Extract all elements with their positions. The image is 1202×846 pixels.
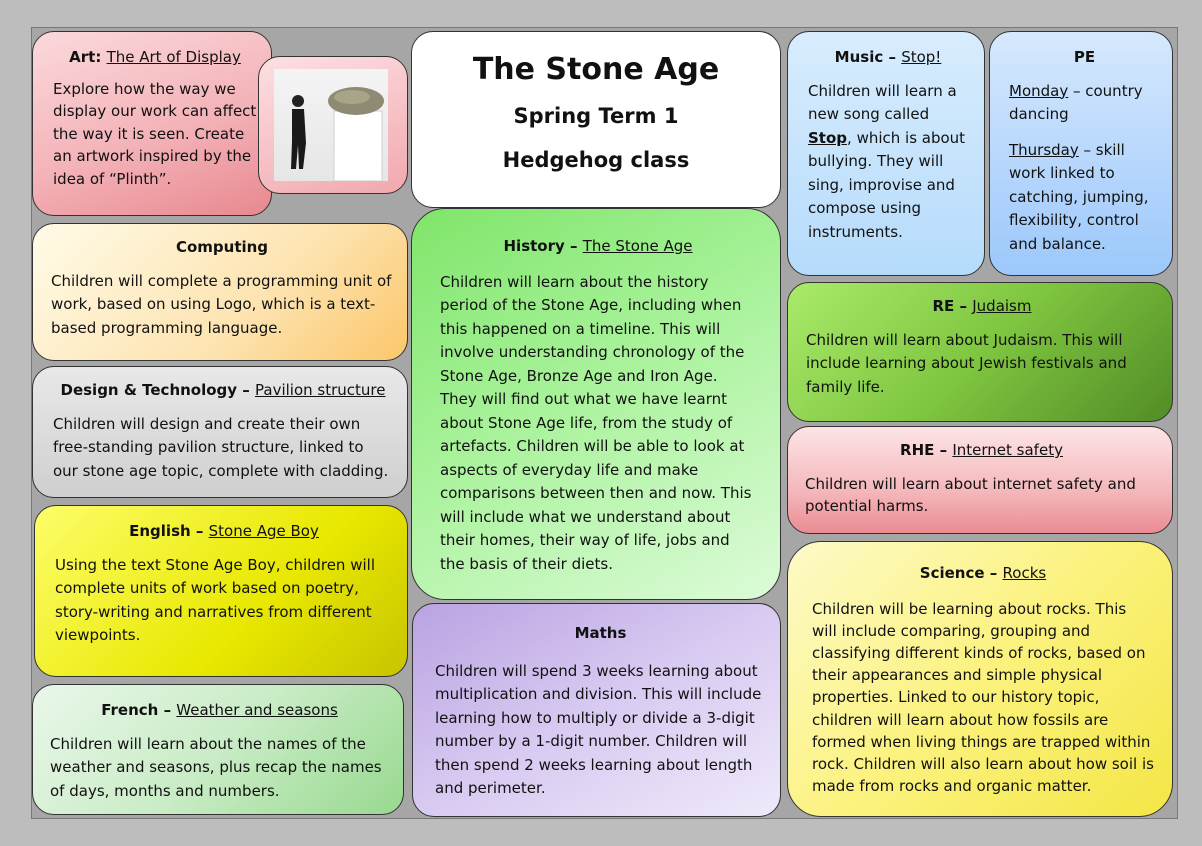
pe-subject: PE <box>1073 48 1096 66</box>
re-text: Children will learn about Judaism. This will include learning about Jewish festivals and family life. <box>806 330 1127 396</box>
rhe-box: RHE – Internet safety Children will learn about internet safety and potential harms. <box>787 426 1173 534</box>
art-topic: The Art of Display <box>106 48 241 66</box>
english-subject: English <box>129 522 191 540</box>
science-text: Children will be learning about rocks. This will include comparing, grouping and classifying different kinds of rocks, based on their appearances and simple physical properties. Linked to our history topic, children will learn about how fossils are formed when living things are trapped within rock. Children will also learn about how soil is made from rocks and organic matter. <box>812 599 1154 796</box>
computing-text: Children will complete a programming unit of work, based on using Logo, which is a text-based programming language. <box>51 271 392 337</box>
french-subject: French <box>101 701 159 719</box>
science-subject: Science <box>919 564 985 582</box>
title-box <box>411 31 781 208</box>
art-text: Explore how the way we display our work can affect the way it is seen. Create an artwork inspired by the idea of “Plinth”. <box>53 79 257 188</box>
dt-subject: Design & Technology <box>60 381 238 399</box>
french-topic: Weather and seasons <box>176 701 338 719</box>
rhe-topic: Internet safety <box>952 441 1063 459</box>
pe-thursday: Thursday – skill work linked to catching, jumping, flexibility, control and balance. <box>1009 140 1149 253</box>
french-box: French – Weather and seasons Children will learn about the names of the weather and seasons, plus recap the names of days, months and numbers. <box>32 684 404 815</box>
maths-subject: Maths <box>574 624 627 642</box>
music-text: Children will learn a new song called Stop, which is about bullying. They will sing, improvise and compose using instruments. <box>808 81 966 241</box>
english-box: English – Stone Age Boy Using the text Stone Age Boy, children will complete units of work based on poetry, story-writing and narratives from different viewpoints. <box>34 505 408 677</box>
history-box: History – The Stone Age Children will learn about the history period of the Stone Age, including when this happened on a timeline. This will involve understanding chronology of the Stone Age, Bronze Age and Iron Age. They will find out what we have learnt about Stone Age life, from the study of artefacts. Children will be able to look at aspects of everyday life and make comparisons between then and now. This will include what we understand about their homes, their way of life, jobs and the basis of their diets. <box>411 208 781 600</box>
computing-box <box>32 223 408 361</box>
rhe-text: Children will learn about internet safety and potential harms. <box>805 474 1136 515</box>
topic-web-sheet <box>31 27 1178 819</box>
rhe-subject: RHE <box>900 441 935 459</box>
plinth-photo-icon <box>274 69 388 181</box>
history-text: Children will learn about the history period of the Stone Age, including when this happened on a timeline. This will involve understanding chronology of the Stone Age, Bronze Age and Iron Age. They will find out what we have learnt about Stone Age life, from the study of artefacts. Children will be able to look at aspects of everyday life and make comparisons between then and now. This will include what we understand about their homes, their way of life, jobs and the basis of their diets. <box>440 272 752 573</box>
dt-box: Design & Technology – Pavilion structure Children will design and create their own free-standing pavilion structure, linked to our stone age topic, complete with cladding. <box>32 366 408 498</box>
maths-box <box>412 603 781 817</box>
computing-subject: Computing <box>175 238 269 256</box>
term-label: Spring Term 1 <box>513 104 679 128</box>
pe-monday: Monday – country dancing <box>1009 81 1143 123</box>
pe-box <box>989 31 1173 276</box>
science-topic: Rocks <box>1002 564 1047 582</box>
art-photo-box <box>258 56 408 194</box>
science-box: Science – Rocks Children will be learning about rocks. This will include comparing, grouping and classifying different kinds of rocks, based on their appearances and simple physical properties. Linked to our history topic, children will learn about how fossils are formed when living things are trapped within rock. Children will also learn about how soil is made from rocks and organic matter. <box>787 541 1173 817</box>
dt-topic: Pavilion structure <box>255 381 386 399</box>
art-subject: Art: <box>69 48 102 66</box>
history-topic: The Stone Age <box>582 237 693 255</box>
song-name: Stop <box>808 128 848 147</box>
english-topic: Stone Age Boy <box>208 522 319 540</box>
french-text: Children will learn about the names of the weather and seasons, plus recap the names of days, months and numbers. <box>50 734 382 800</box>
art-box <box>32 31 272 216</box>
dt-text: Children will design and create their own free-standing pavilion structure, linked to our stone age topic, complete with cladding. <box>53 414 389 480</box>
history-subject: History <box>503 237 565 255</box>
english-text: Using the text Stone Age Boy, children will complete units of work based on poetry, story-writing and narratives from different viewpoints. <box>55 555 375 644</box>
music-topic: Stop! <box>901 48 942 66</box>
class-label: Hedgehog class <box>502 148 690 172</box>
music-box: Music – Stop! Children will learn a new song called Stop, which is about bullying. They will sing, improvise and compose using instruments. <box>787 31 985 276</box>
re-topic: Judaism <box>972 297 1032 315</box>
re-box: RE – Judaism Children will learn about Judaism. This will include learning about Jewish festivals and family life. <box>787 282 1173 422</box>
music-subject: Music <box>834 48 884 66</box>
page-title: The Stone Age <box>472 52 720 87</box>
maths-text: Children will spend 3 weeks learning about multiplication and division. This will include learning how to multiply or divide a 3-digit number by a 1-digit number. Children will then spend 2 weeks learning about length and perimeter. <box>435 661 762 797</box>
re-subject: RE <box>932 297 955 315</box>
